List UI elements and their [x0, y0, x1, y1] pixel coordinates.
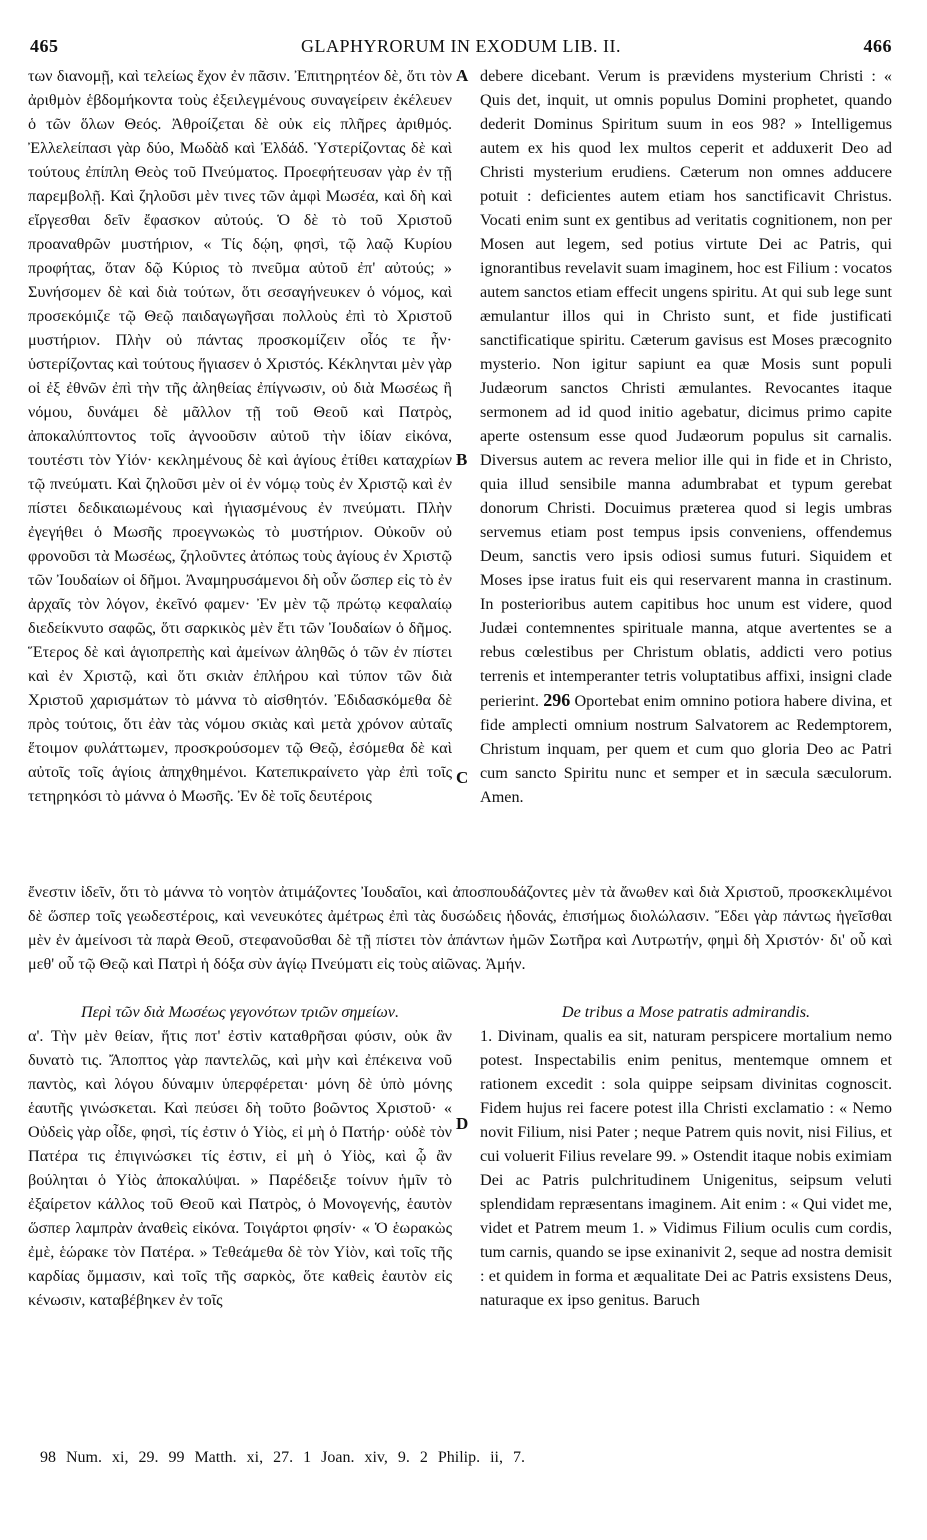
greek-full-width	[28, 880, 892, 976]
latin-text-top-end: Oportebat enim omnino potiora habere divina, et fide amplecti omnium nostrum Salvatorem ac Redemptorem, Christum inquam, per quem et cum quo gloria Deo ac Patri cum sancto Spiritu nunc et semper et in sæcula sæculorum. Amen.	[480, 692, 892, 806]
greek-text-bottom: α'. Τὴν μὲν θείαν, ἥτις ποτ' ἐστὶν καταθρῆσαι φύσιν, οὐκ ἂν δυνατὸ τις. Ἄποπτος γὰρ παντελῶς, καὶ μὴν καὶ ἐπέκεινα νοῦ παντὸς, καὶ λόγου δύναμιν ὑπερφέρεται· μόνη δὲ ὑπὸ μόνης ἑαυτῆς γινώσκεται. Καὶ πεύσει δὴ τοῦτο βοῶντος Χριστοῦ· « Οὐδεὶς γὰρ οἶδε, φησὶ, τίς ἐστιν ὁ Υἱὸς, εἰ μὴ ὁ Πατήρ· οὐδὲ τὸν Πατέρα τις ἐπιγινώσκει τίς ἐστιν, εἰ μὴ ὁ Υἱὸς, καὶ ᾧ ἂν βούληται ὁ Υἱὸς ἀποκαλύψαι. » Παρέδειξε τοίνυν ἡμῖν τὸ ἐξαίρετον κάλλος τοῦ Θεοῦ καὶ Πατρὸς, ὁ Μονογενής, ἑαυτὸν ὥσπερ λαμπρὰν ἀναθεὶς εἰκόνα. Τοιγάρτοι φησίν· « Ὁ ἑωρακὼς ἐμὲ, ἑώρακε τὸν Πατέρα. » Τεθεάμεθα δὲ τὸν Υἱὸν, καὶ τοῖς τῆς καρδίας ὄμμασιν, καὶ τοῖς τῆς σαρκὸς, ὅτε καθεὶς ἑαυτὸν εἰς κένωσιν, καταβέβηκεν ἐν τοῖς	[28, 1027, 452, 1309]
margin-marker-c: C	[456, 768, 469, 787]
greek-section-title: Περὶ τῶν διὰ Μωσέως γεγονότων τριῶν σημείων.	[80, 1003, 400, 1021]
right-page-number: 466	[863, 36, 892, 56]
latin-column-top	[480, 64, 892, 809]
greek-column-bottom	[28, 1000, 452, 1312]
page-header	[30, 36, 892, 62]
latin-text-top-main: debere dicebant. Verum is prævidens mysterium Christi : « Quis det, inquit, ut omnis populus Domini prophetet, quando dederit Dominus Spiritum suum in eos 98? » Intelligemus autem ex his quod lex multos ceperit et adduxerit Deo ad Christi mysterium erudiens. Cæterum non omnes adducere potuit : deficientes autem etiam hos sanctificavit Christus. Vocati enim sunt ex gentibus ad veritatis cognitionem, non per Mosen aut legem, sed potius virtute Dei ac Patris, qui ignorantibus revelavit suam imaginem, hoc est Filium : vocatos autem sanctos etiam effecit ungens spiritu. At qui sub lege sunt æmulantur illos qui in Christo sunt, et fide justificati sanctificatique spiritu. Cæterum gavisus est Moses præcognito mysterio. Non igitur sapiunt ea quæ Mosis sunt populi Judæorum sanctos Christi æmulantes. Revocantes itaque sermonem ad id quod initio agebatur, dicimus primo capite aperte ostensum esse quod Judæorum populus sit carnalis. Diversus autem ac revera melior ille qui in fide et in Christo, quia illud sensibile manna adumbrabat et typum gerebat donorum Christi. Docuimus præterea quod si legis umbras servemus etiam post tempus ipsis conveniens, offendemus Deum, sanctis vero ipsis odiosi sumus futuri. Siquidem et Moses ipse iratus fuit eis qui reservarent manna in crastinum. In posterioribus autem capitibus hoc unum est videre, quod Judæi contemnentes spirituale manna, atque avertentes se a rebus cœlestibus per Christum oblatis, addicti vero potius terrenis et intemperanter tetris voluptatibus affixi, insigni clade perierint.	[480, 67, 892, 710]
column-number: 296	[543, 690, 571, 710]
footnotes: 98 Num. xi, 29. 99 Matth. xi, 27. 1 Joan. xiv, 9. 2 Philip. ii, 7.	[40, 1449, 525, 1466]
margin-marker-d: D	[456, 1114, 469, 1133]
margin-marker-a: A	[456, 66, 469, 85]
margin-marker-b: B	[456, 450, 468, 469]
latin-section-title: De tribus a Mose patratis admirandis.	[561, 1003, 811, 1021]
running-title: GLAPHYRORUM IN EXODUM LIB. II.	[301, 36, 621, 56]
greek-text-top: των διανομῇ, καὶ τελείως ἔχον ἐν πᾶσιν. Ἐπιτηρητέον δὲ, ὅτι τὸν ἀριθμὸν ἑβδομήκοντα τοὺς ἐξειλεγμένους συναγείρειν ἐκέλευεν ὁ τῶν ὅλων Θεός. Ἀθροίζεται δὲ οὐκ εἰς πλῆρες ἀριθμός. Ἐλλελείπασι γὰρ δύο, Μωδὰδ καὶ Ἐλδάδ. Ὑστερίζοντας δὲ καὶ τούτους ἐπίπλη Θεὸς τοῦ Πνεύματος. Προεφήτευσαν γὰρ ἐν τῇ παρεμβολῇ. Καὶ ζηλοῦσι μὲν τινες τῶν ἀμφὶ Μωσέα, καὶ δὴ καὶ εἴργεσθαι δεῖν ἔφασκον αὐτούς. Ὁ δὲ τὸ τοῦ Χριστοῦ προαναθρῶν μυστήριον, « Τίς δῴη, φησὶ, τῷ λαῷ Κυρίου προφήτας, ὅταν δῷ Κύριος τὸ πνεῦμα αὐτοῦ ἐπ' αὐτούς; » Συνήσομεν δὲ καὶ διὰ τούτων, ὅτι σεσαγήνευκεν ὁ νόμος, καὶ προσεκόμιζε τῷ Θεῷ παιδαγωγῆσαι πολλοὺς ἐπὶ τὸ Χριστοῦ μυστήριον. Πλὴν οὐ πάντας προσκομίζειν οἷός τε ἦν· ὑστερίζοντας καὶ τούτους ἥγιασεν ὁ Χριστός. Κέκληνται μὲν γὰρ οἱ ἐξ ἐθνῶν ἐπὶ τὴν τῆς ἀληθείας ἐπίγνωσιν, οὐ διὰ Μωσέως ἢ νόμου, δυνάμει δὲ μᾶλλον τῇ τοῦ Θεοῦ καὶ Πατρὸς, ἀποκαλύπτοντος τοῖς ἀγνοοῦσιν αὐτοῦ τὴν ἰδίαν εἰκόνα, τουτέστι τὸν Υἱόν· κεκλημένους δὲ καὶ ἁγίους ἐτίθει καταχρίων τῷ πνεύματι. Καὶ ζηλοῦσι μὲν οἱ ἐν νόμῳ τοὺς ἐν Χριστῷ καὶ ἐν πίστει δεδικαιωμένους καὶ ἡγιασμένους ἐν πνεύματι. Πλὴν ἐγεγήθει ὁ Μωσῆς προεγνωκὼς τὸ μυστήριον. Οὐκοῦν οὐ φρονοῦσι τὰ Μωσέως, ζηλοῦντες ἀτόπως τοὺς ἁγίους ἐν Χριστῷ τῶν Ἰουδαίων οἱ δῆμοι. Ἀναμηρυσάμενοι δὴ οὖν ὥσπερ εἰς τὸ ἐν ἀρχαῖς τὸν λόγον, ἐκεῖνό φαμεν· Ἐν μὲν τῷ πρώτῳ κεφαλαίῳ διεδείκνυτο σαφῶς, ὅτι σαρκικὸς μὲν ἔτι τῶν Ἰουδαίων ὁ δῆμος. Ἕτερος δὲ καὶ ἁγιοπρεπὴς καὶ ἀμείνων ἀληθῶς ὁ τῶν ἐν πίστει καὶ ἐν Χριστῷ, καὶ ὅτι σκιὰν ἐπλήρου καὶ τύπον τῶν διὰ Χριστοῦ χαρισμάτων τὸ μάννα τὸ αἰσθητόν. Ἐδιδασκόμεθα δὲ πρὸς τούτοις, ὅτι ἐὰν τὰς νόμου σκιὰς καὶ μετὰ χρόνον αὐταῖς ἕτοιμον φυλάττωμεν, προσκρούσομεν τῷ Θεῷ, ἐσόμεθα δὲ καὶ αὐτοῖς τοῖς ἁγίοις ἀπηχθημένοι. Κατεπικραίνετο γὰρ ἐπὶ τοῖς τετηρηκόσι τὸ μάννα ὁ Μωσῆς. Ἐν δὲ τοῖς δευτέροις	[28, 67, 452, 805]
latin-column-bottom	[480, 1000, 892, 1312]
greek-text-full: ἔνεστιν ἰδεῖν, ὅτι τὸ μάννα τὸ νοητὸν ἀτιμάζοντες Ἰουδαῖοι, καὶ ἀποσπουδάζοντες μὲν τὰ ἄνωθεν καὶ διὰ Χριστοῦ, προσκεκλιμένοι δὲ ὥσπερ τοῖς γεωδεστέροις, καὶ νενευκότες ἀμέτρως ἐπὶ τὰς δυσώδεις ἡδονάς, ἐπισήμως διολώλασιν. Ἔδει γὰρ πάντως ἡγεῖσθαι μὲν ἐν ἀμείνοσι τὰ παρὰ Θεοῦ, στεφανοῦσθαι δὲ τῇ πίστει τὸν ἁπάντων ἡμῶν Σωτῆρα καὶ Λυτρωτήν, φημὶ δὴ Χριστόν· δι' οὗ καὶ μεθ' οὗ τῷ Θεῷ καὶ Πατρὶ ἡ δόξα σὺν ἁγίῳ Πνεύματι εἰς τοὺς αἰῶνας. Ἀμήν.	[28, 883, 892, 973]
left-page-number: 465	[30, 36, 59, 56]
greek-column-top	[28, 64, 452, 808]
latin-text-top	[480, 64, 892, 809]
latin-text-bottom: 1. Divinam, qualis ea sit, naturam perspicere mortalium nemo potest. Inspectabilis enim penitus, mentemque omnem et rationem excedit : sola quippe seipsam divinitas cognoscit. Fidem hujus rei facere potest illa Christi exclamatio : « Nemo novit Filium, nisi Pater ; neque Patrem quis novit, nisi Filius, et cui voluerit Filius revelare 99. » Ostendit itaque nobis eximiam Dei ac Patris pulchritudinem Unigenitus, seipsum veluti splendidam repræsentans imaginem. Ait enim : « Qui videt me, videt et Patrem meum 1. » Vidimus Filium oculis cum cordis, tum carnis, quando se ipse exinanivit 2, seque ad nostra demisit : et quidem in forma et æqualitate Dei ac Patris exsistens Deus, naturaque ex ipso genitus. Baruch	[480, 1027, 892, 1309]
